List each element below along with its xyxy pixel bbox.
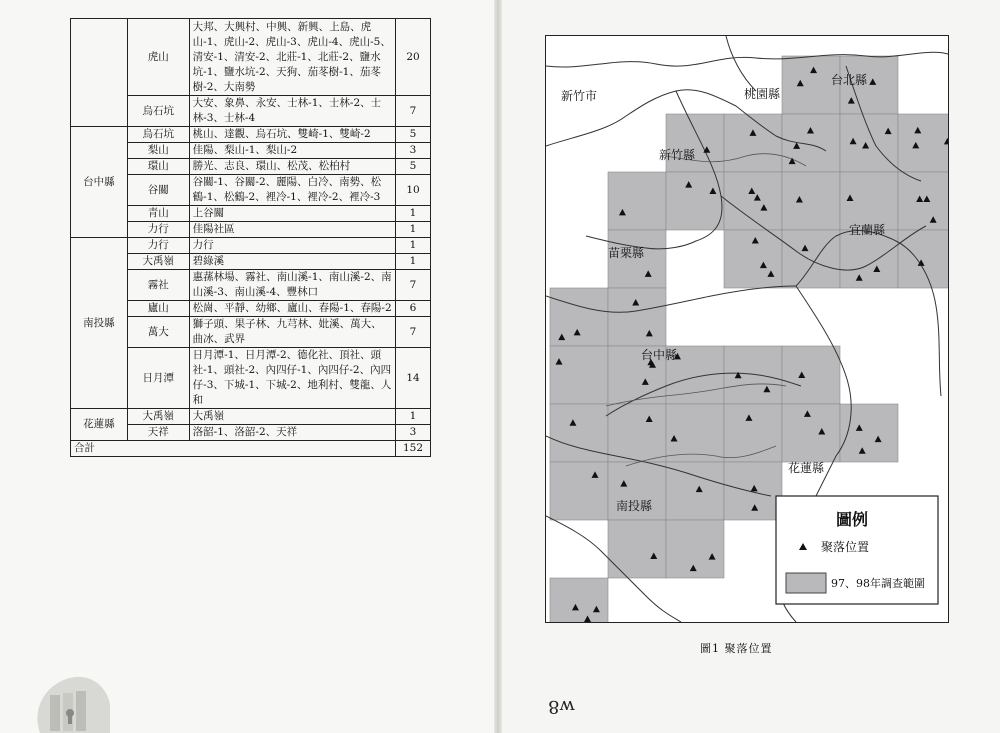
survey-cell [550, 346, 608, 404]
villages-cell: 大邦、大興村、中興、新興、上島、虎山-1、虎山-2、虎山-3、虎山-4、虎山-5、清安-1、清安-2、北莊-1、北莊-2、鹽水坑-1、鹽水坑-2、天狗、茄苳樹-1、茄苳樹-2、大南勢 [189, 19, 395, 96]
survey-cell [724, 346, 782, 404]
table-row [71, 127, 431, 143]
survey-cell [782, 172, 840, 230]
survey-cell [666, 462, 724, 520]
label-taipei: 台北縣 [831, 73, 868, 87]
survey-cell [724, 114, 782, 172]
survey-cell [608, 404, 666, 462]
villages-cell: 獅子頭、果子林、九芎林、妣溪、萬大、曲冰、武界 [189, 317, 395, 348]
label-nantou: 南投縣 [616, 499, 653, 513]
count-cell: 1 [396, 409, 431, 425]
villages-cell: 大安、象鼻、永安、士林-1、士林-2、士林-3、士林-4 [189, 96, 395, 127]
villages-cell: 大禹嶺 [189, 409, 395, 425]
area-cell: 烏石坑 [127, 96, 189, 127]
table-row [71, 238, 431, 254]
area-cell: 天祥 [127, 425, 189, 441]
area-cell: 霧社 [127, 270, 189, 301]
label-hsinchu-county: 新竹縣 [659, 148, 696, 162]
map-legend [776, 496, 938, 604]
survey-cell [840, 172, 898, 230]
library-logo-icon [30, 665, 110, 733]
book-gutter [494, 0, 502, 733]
total-count: 152 [396, 441, 431, 457]
survey-cell [840, 230, 898, 288]
area-cell: 力行 [127, 238, 189, 254]
villages-cell: 碧綠溪 [189, 254, 395, 270]
area-cell: 虎山 [127, 19, 189, 96]
figure-caption: 圖1 聚落位置 [700, 642, 773, 655]
survey-cell [608, 288, 666, 346]
survey-cell [666, 404, 724, 462]
county-cell: 南投縣 [71, 238, 128, 409]
area-cell: 日月潭 [127, 348, 189, 409]
survey-cell [840, 404, 898, 462]
area-cell: 環山 [127, 159, 189, 175]
area-cell: 青山 [127, 206, 189, 222]
table-total-row [71, 441, 431, 457]
count-cell: 1 [396, 206, 431, 222]
survey-cell [840, 114, 898, 172]
survey-cell [608, 172, 666, 230]
survey-cell [898, 114, 948, 172]
villages-cell: 日月潭-1、日月潭-2、德化社、頂社、頭社-1、頭社-2、內四仔-1、內四仔-2、內四仔-3、下城-1、下城-2、地利村、雙龍、人和 [189, 348, 395, 409]
survey-cell [550, 462, 608, 520]
legend-title: 圖例 [836, 510, 869, 529]
table-row [71, 409, 431, 425]
survey-cell [782, 404, 840, 462]
count-cell: 10 [396, 175, 431, 206]
count-cell: 1 [396, 222, 431, 238]
settlement-table [70, 18, 431, 457]
area-cell: 烏石坑 [127, 127, 189, 143]
villages-cell: 勝光、志良、環山、松茂、松柏村 [189, 159, 395, 175]
survey-cell [724, 230, 782, 288]
villages-cell: 松崗、平靜、幼鄉、廬山、春陽-1、春陽-2 [189, 301, 395, 317]
survey-cell [550, 578, 608, 622]
survey-cell [666, 172, 724, 230]
count-cell: 3 [396, 425, 431, 441]
area-cell: 谷關 [127, 175, 189, 206]
area-cell: 大禹嶺 [127, 409, 189, 425]
settlement-map [545, 35, 949, 623]
villages-cell: 上谷關 [189, 206, 395, 222]
villages-cell: 佳陽、梨山-1、梨山-2 [189, 143, 395, 159]
survey-cell [782, 230, 840, 288]
survey-cell [898, 172, 948, 230]
count-cell: 7 [396, 96, 431, 127]
area-cell: 萬大 [127, 317, 189, 348]
count-cell: 3 [396, 143, 431, 159]
count-cell: 5 [396, 127, 431, 143]
count-cell: 6 [396, 301, 431, 317]
total-label: 合計 [71, 441, 396, 457]
survey-cell [550, 288, 608, 346]
label-taichung: 台中縣 [641, 348, 678, 362]
count-cell: 7 [396, 317, 431, 348]
survey-swatch-icon [786, 573, 826, 593]
villages-cell: 谷關-1、谷關-2、麗陽、白冷、南勢、松鶴-1、松鶴-2、裡冷-1、裡冷-2、裡冷-3 [189, 175, 395, 206]
survey-cell [550, 404, 608, 462]
area-cell: 廬山 [127, 301, 189, 317]
villages-cell: 惠蓀林場、霧社、南山溪-1、南山溪-2、南山溪-3、南山溪-4、豐林口 [189, 270, 395, 301]
legend-marker-label: 聚落位置 [821, 540, 870, 554]
villages-cell: 洛韶-1、洛韶-2、天祥 [189, 425, 395, 441]
legend-area-label: 97、98年調查範圍 [831, 577, 925, 590]
label-hualien: 花蓮縣 [788, 461, 825, 475]
villages-cell: 桃山、達觀、烏石坑、雙崎-1、雙崎-2 [189, 127, 395, 143]
survey-cell [782, 346, 840, 404]
villages-cell: 力行 [189, 238, 395, 254]
label-taoyuan: 桃園縣 [744, 87, 781, 101]
page-number: w8 [548, 696, 575, 717]
count-cell: 5 [396, 159, 431, 175]
count-cell: 1 [396, 238, 431, 254]
count-cell: 14 [396, 348, 431, 409]
count-cell: 7 [396, 270, 431, 301]
survey-cell [724, 172, 782, 230]
table-row [71, 19, 431, 96]
label-miaoli: 苗栗縣 [608, 246, 645, 260]
county-cell: 花蓮縣 [71, 409, 128, 441]
villages-cell: 佳陽社區 [189, 222, 395, 238]
area-cell: 梨山 [127, 143, 189, 159]
survey-cell [724, 404, 782, 462]
county-cell: 台中縣 [71, 127, 128, 238]
survey-cell [666, 114, 724, 172]
area-cell: 力行 [127, 222, 189, 238]
label-hsinchu-city: 新竹市 [561, 89, 598, 103]
survey-cell [608, 520, 666, 578]
count-cell: 20 [396, 19, 431, 96]
county-cell [71, 19, 128, 127]
label-yilan: 宜蘭縣 [849, 223, 886, 237]
area-cell: 大禹嶺 [127, 254, 189, 270]
count-cell: 1 [396, 254, 431, 270]
